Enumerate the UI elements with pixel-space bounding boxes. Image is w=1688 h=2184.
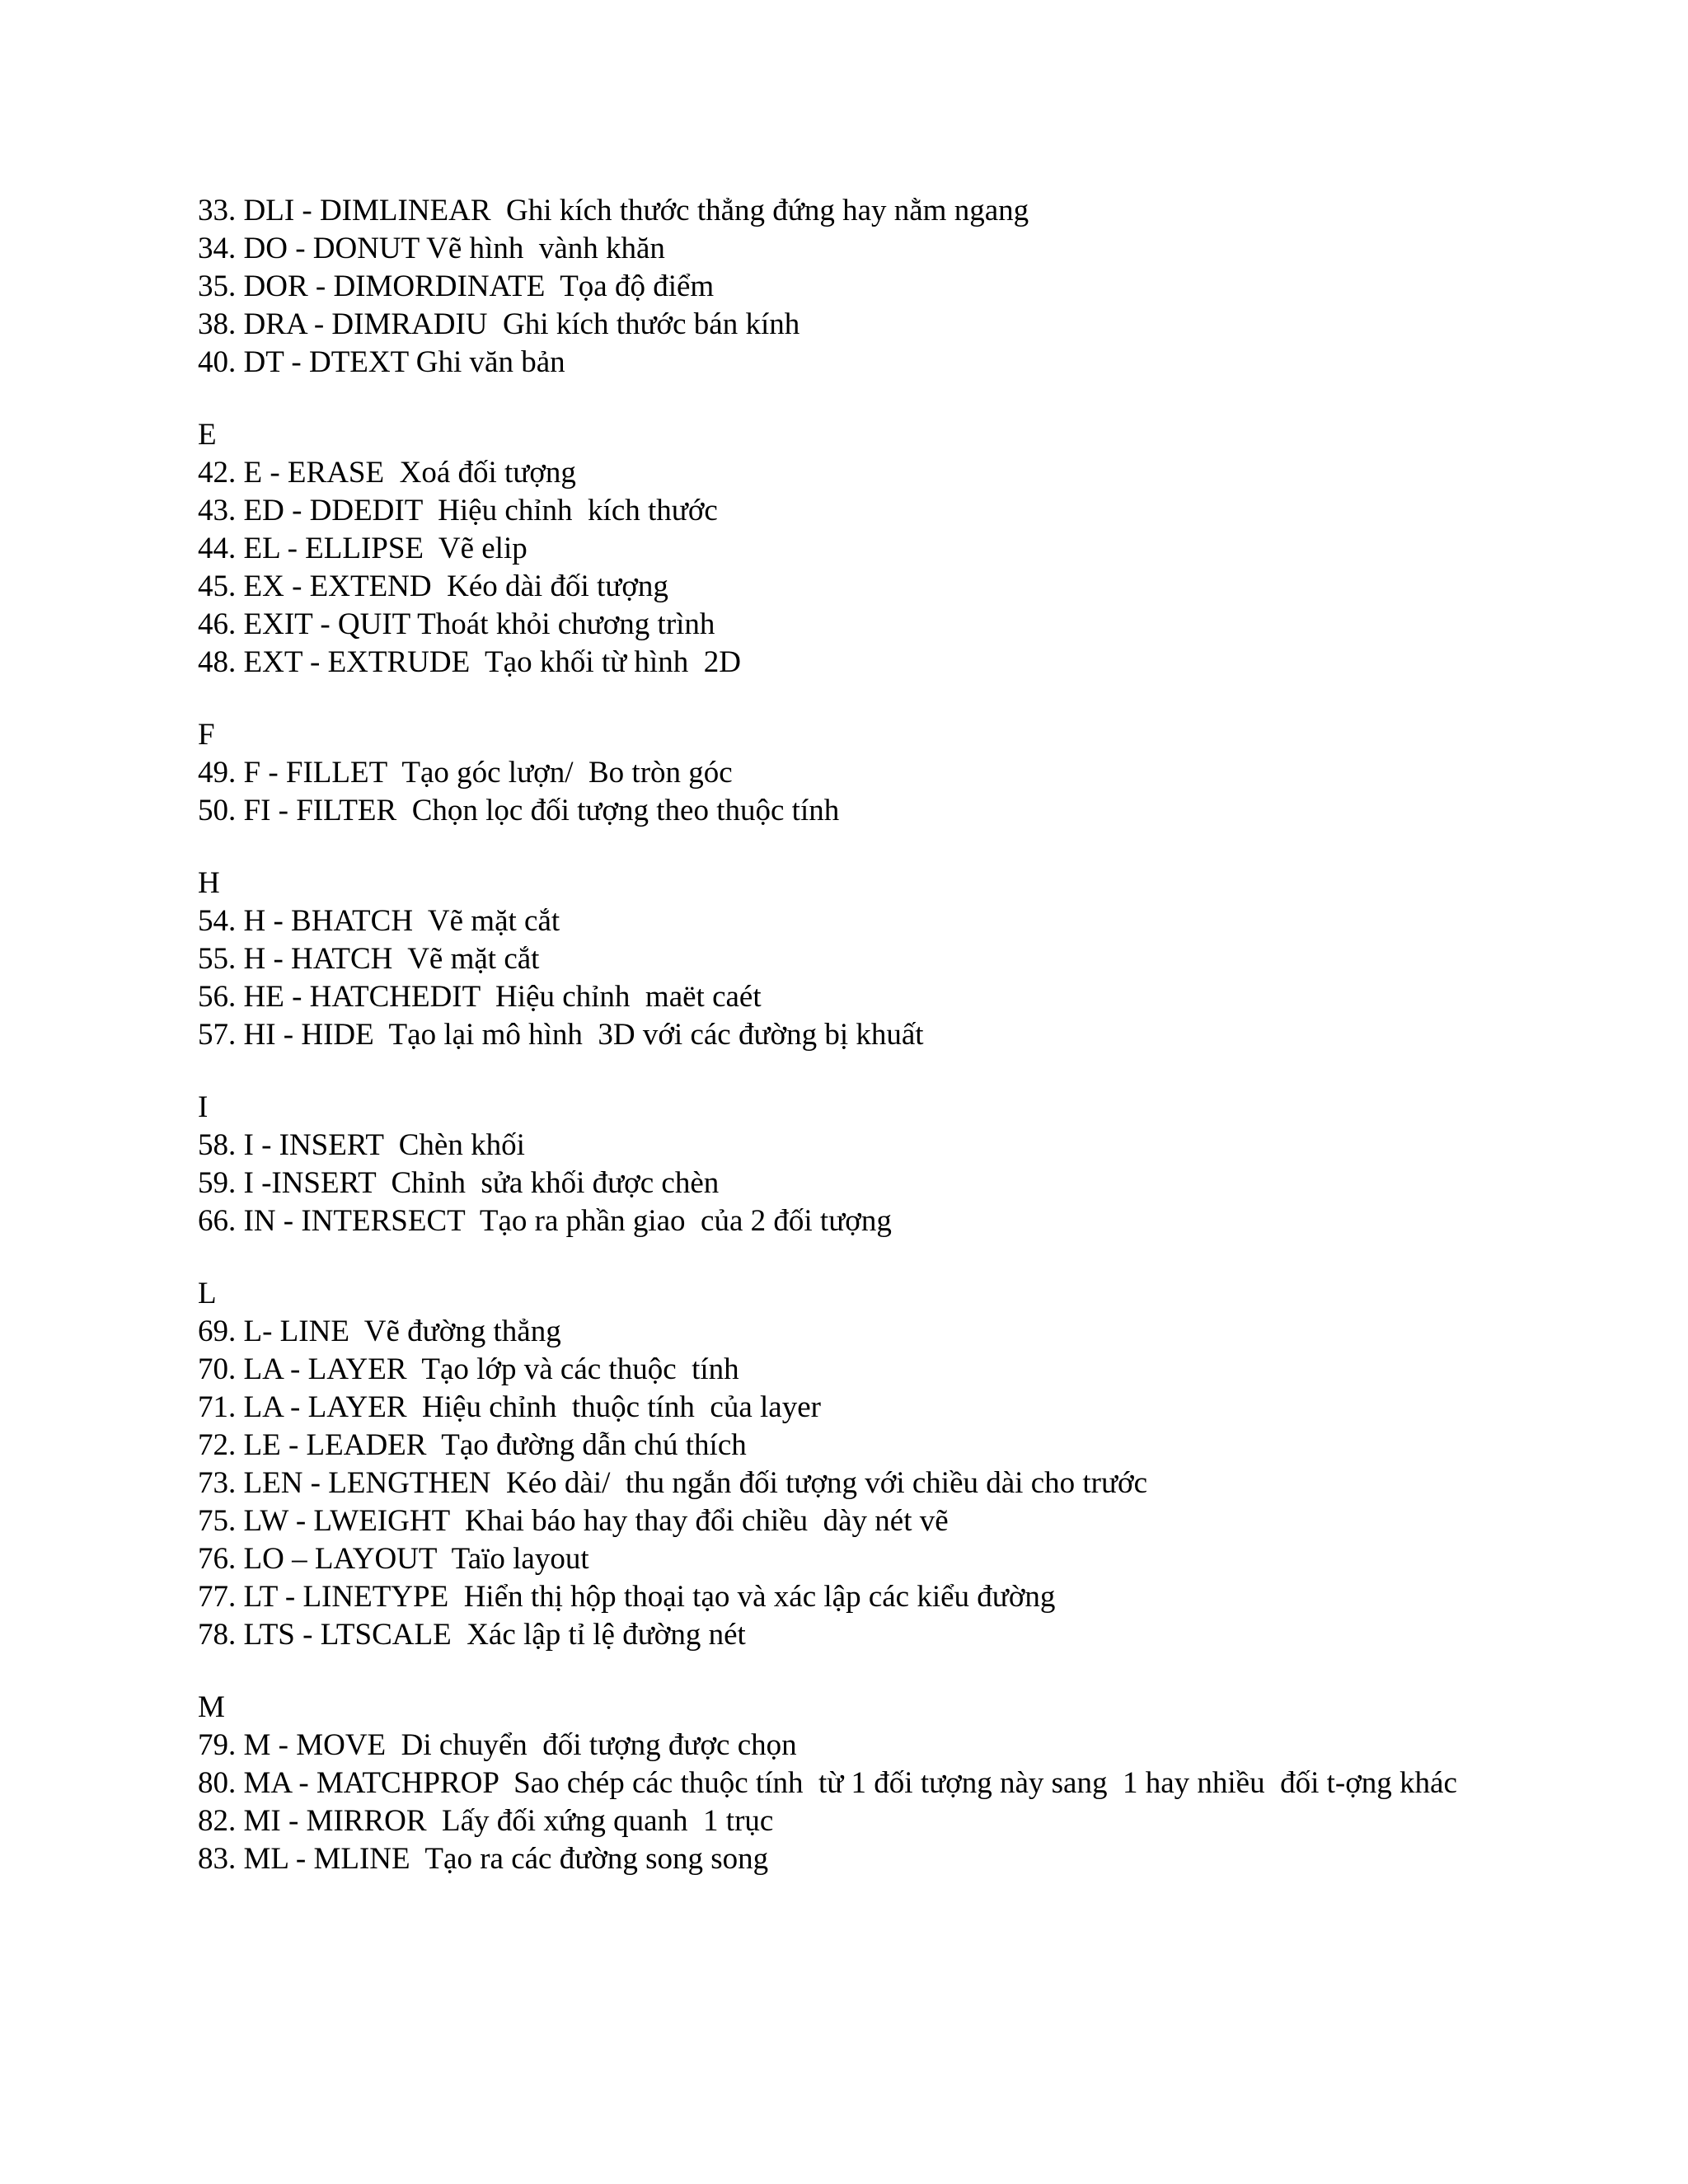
section-f: [198, 716, 1484, 830]
list-item: 45. EX - EXTEND Kéo dài đối tượng: [198, 569, 668, 603]
list-item: 77. LT - LINETYPE Hiển thị hộp thoại tạo và xác lập các kiểu đường: [198, 1580, 1056, 1614]
section-heading: M: [198, 1690, 225, 1724]
list-item: 73. LEN - LENGTHEN Kéo dài/ thu ngắn đối tượng với chiều dài cho trước: [198, 1466, 1148, 1500]
list-item: 79. M - MOVE Di chuyển đối tượng được chọn: [198, 1728, 797, 1762]
section-m: [198, 1689, 1484, 1878]
list-item: 78. LTS - LTSCALE Xác lập tỉ lệ đường nét: [198, 1618, 746, 1652]
list-item: 69. L- LINE Vẽ đường thẳng: [198, 1315, 561, 1348]
list-item: 44. EL - ELLIPSE Vẽ elip: [198, 532, 528, 565]
list-item: 46. EXIT - QUIT Thoát khỏi chương trình: [198, 607, 715, 641]
list-item: 66. IN - INTERSECT Tạo ra phần giao của 2 đối tượng: [198, 1204, 892, 1238]
command-list: [198, 192, 1484, 1913]
list-item: 71. LA - LAYER Hiệu chỉnh thuộc tính của layer: [198, 1390, 821, 1424]
list-item: 35. DOR - DIMORDINATE Tọa độ điểm: [198, 269, 715, 303]
section-d: [198, 192, 1484, 382]
list-item: 49. F - FILLET Tạo góc lượn/ Bo tròn góc: [198, 756, 733, 790]
section-heading: E: [198, 418, 217, 452]
list-item: 59. I -INSERT Chỉnh sửa khối được chèn: [198, 1166, 720, 1200]
section-heading: I: [198, 1090, 209, 1124]
list-item: 75. LW - LWEIGHT Khai báo hay thay đổi chiều dày nét vẽ: [198, 1504, 949, 1538]
section-h: [198, 865, 1484, 1054]
section-e: [198, 416, 1484, 682]
list-item: 54. H - BHATCH Vẽ mặt cắt: [198, 904, 560, 938]
section-heading: L: [198, 1277, 217, 1310]
list-item: 82. MI - MIRROR Lấy đối xứng quanh 1 trục: [198, 1804, 774, 1838]
list-item: 56. HE - HATCHEDIT Hiệu chỉnh maët caét: [198, 980, 762, 1014]
list-item: 42. E - ERASE Xoá đối tượng: [198, 456, 576, 490]
list-item: 33. DLI - DIMLINEAR Ghi kích thước thẳng đứng hay nằm ngang: [198, 194, 1029, 227]
list-item: 57. HI - HIDE Tạo lại mô hình 3D với các đường bị khuất: [198, 1018, 924, 1052]
list-item: 83. ML - MLINE Tạo ra các đường song song: [198, 1842, 769, 1876]
section-heading: F: [198, 718, 215, 752]
list-item: 34. DO - DONUT Vẽ hình vành khăn: [198, 232, 665, 265]
list-item: 38. DRA - DIMRADIU Ghi kích thước bán kính: [198, 307, 800, 341]
section-heading: H: [198, 866, 220, 900]
list-item: 40. DT - DTEXT Ghi văn bản: [198, 345, 565, 379]
section-l: [198, 1275, 1484, 1654]
list-item: 70. LA - LAYER Tạo lớp và các thuộc tính: [198, 1352, 739, 1386]
list-item: 76. LO – LAYOUT Taïo layout: [198, 1542, 589, 1576]
list-item: 80. MA - MATCHPROP Sao chép các thuộc tính từ 1 đối tượng này sang 1 hay nhiều đối t-ợng khác: [198, 1766, 1457, 1800]
section-i: [198, 1089, 1484, 1240]
list-item: 50. FI - FILTER Chọn lọc đối tượng theo thuộc tính: [198, 794, 840, 827]
list-item: 48. EXT - EXTRUDE Tạo khối từ hình 2D: [198, 645, 741, 679]
list-item: 58. I - INSERT Chèn khối: [198, 1128, 525, 1162]
list-item: 72. LE - LEADER Tạo đường dẫn chú thích: [198, 1428, 747, 1462]
list-item: 43. ED - DDEDIT Hiệu chỉnh kích thước: [198, 494, 718, 527]
list-item: 55. H - HATCH Vẽ mặt cắt: [198, 942, 540, 976]
